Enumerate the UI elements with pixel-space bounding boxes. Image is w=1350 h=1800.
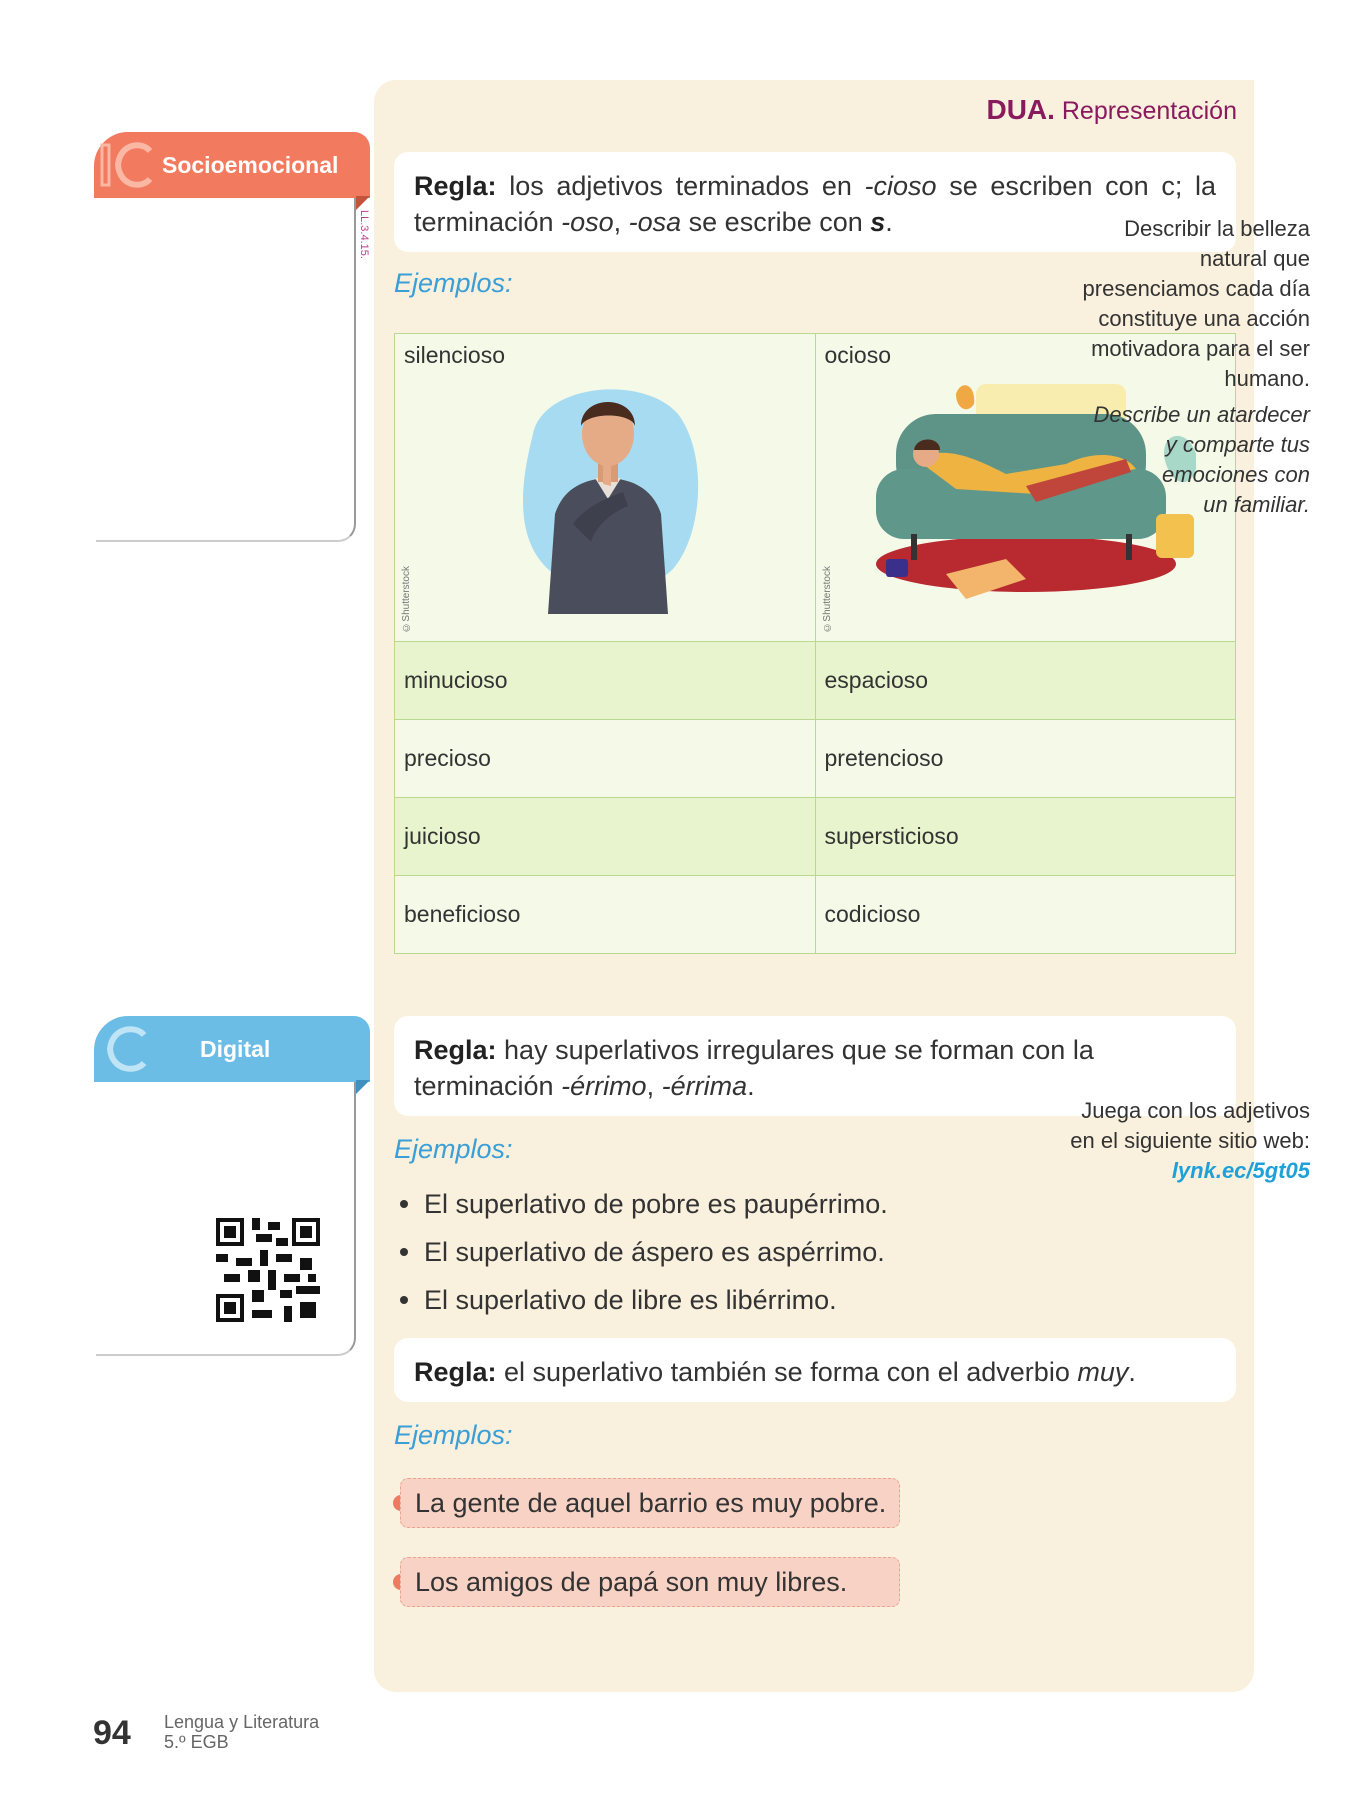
list-item: [394, 1276, 888, 1324]
rule-text: hay superlativos irregulares que se forman con la terminación: [414, 1035, 1094, 1101]
table-cell: [395, 334, 816, 642]
ejemplos-label: Ejemplos:: [394, 268, 513, 298]
period: .: [885, 207, 893, 237]
ejemplos-label: Ejemplos:: [394, 1134, 513, 1164]
suffix-cioso: -cioso: [864, 171, 937, 201]
dua-text: Representación: [1061, 97, 1237, 125]
digital-title: Digital: [200, 1036, 271, 1062]
table-cell: juicioso: [395, 798, 816, 876]
ejemplos-label: Ejemplos:: [394, 1420, 513, 1450]
example-pill: La gente de aquel barrio es muy pobre.: [400, 1478, 900, 1528]
ic-logo-icon: [98, 137, 162, 193]
suffix-oso: -oso: [561, 207, 614, 237]
comma: ,: [646, 1071, 662, 1101]
superlative-examples-list: [394, 1180, 888, 1324]
qr-code-icon: [216, 1218, 320, 1322]
period: .: [1128, 1357, 1136, 1387]
text-line: natural que: [1199, 246, 1310, 271]
suffix-errima: -érrima: [661, 1071, 748, 1101]
list-item-text: El superlativo de pobre es paupérrimo.: [424, 1188, 888, 1219]
table-cell: codicioso: [815, 876, 1236, 954]
dua-bold: DUA.: [986, 94, 1055, 125]
digital-description: [1070, 1096, 1310, 1186]
letter-s: s: [870, 207, 886, 237]
image-credit: ©Shutterstock: [401, 566, 412, 633]
digital-logo-icon: [100, 1021, 150, 1077]
text-line: Juega con los adjetivos: [1081, 1098, 1310, 1123]
page-number: 94: [93, 1714, 131, 1752]
header-fold-icon: [356, 196, 370, 210]
table-cell: beneficioso: [395, 876, 816, 954]
adverb-muy: muy: [1077, 1357, 1129, 1387]
thinking-man-illustration: [503, 374, 713, 614]
qr-code[interactable]: [204, 1206, 320, 1334]
digital-header: [94, 1016, 370, 1082]
text-line: un familiar.: [1203, 492, 1310, 517]
header-fold-icon: [356, 1080, 370, 1094]
skill-code: LL.3.4.15.: [358, 210, 370, 259]
text-line: y comparte tus: [1165, 432, 1310, 457]
text-line: Describir la belleza: [1124, 216, 1310, 241]
text-line: en el siguiente sitio web:: [1070, 1128, 1310, 1153]
dua-label: [986, 94, 1237, 126]
table-cell: precioso: [395, 720, 816, 798]
rule-text: se escribe con: [681, 207, 871, 237]
list-item-text: El superlativo de libre es libérrimo.: [424, 1284, 837, 1315]
text-line: Describe un atardecer: [1093, 402, 1310, 427]
word-silencioso: silencioso: [404, 342, 505, 368]
period: .: [747, 1071, 755, 1101]
socio-card: [96, 190, 356, 542]
table-cell: pretencioso: [815, 720, 1236, 798]
text-line: presenciamos cada día: [1082, 276, 1310, 301]
rule-text: los adjetivos terminados en: [496, 171, 865, 201]
table-cell: espacioso: [815, 642, 1236, 720]
image-credit: ©Shutterstock: [821, 566, 833, 633]
rule-text: se escriben con c; la terminación: [414, 171, 1216, 237]
text-line: constituye una acción: [1098, 306, 1310, 331]
rule-box-3: [394, 1338, 1236, 1402]
rule-label: Regla:: [414, 1035, 497, 1065]
text-line: motivadora para el ser: [1091, 336, 1310, 361]
rule-label: Regla:: [414, 1357, 497, 1387]
socio-header: [94, 132, 370, 198]
footer-grade: 5.º EGB: [164, 1732, 229, 1752]
word-ocioso: ocioso: [824, 342, 891, 368]
rule-text: el superlativo también se forma con el adverbio: [496, 1357, 1078, 1387]
socio-title: Socioemocional: [162, 152, 339, 178]
example-pill: Los amigos de papá son muy libres.: [400, 1557, 900, 1607]
socio-description: [1083, 214, 1310, 520]
table-cell: minucioso: [395, 642, 816, 720]
comma: ,: [613, 207, 629, 237]
suffix-errimo: -érrimo: [561, 1071, 647, 1101]
list-item: [394, 1180, 888, 1228]
text-line: humano.: [1224, 366, 1310, 391]
table-cell: supersticioso: [815, 798, 1236, 876]
footer-subject: Lengua y Literatura: [164, 1712, 320, 1732]
text-line: emociones con: [1162, 462, 1310, 487]
web-link[interactable]: lynk.ec/5gt05: [1171, 1158, 1310, 1183]
suffix-osa: -osa: [628, 207, 682, 237]
list-item-text: El superlativo de áspero es aspérrimo.: [424, 1236, 885, 1267]
list-item: [394, 1228, 888, 1276]
rule-label: Regla:: [414, 171, 497, 201]
